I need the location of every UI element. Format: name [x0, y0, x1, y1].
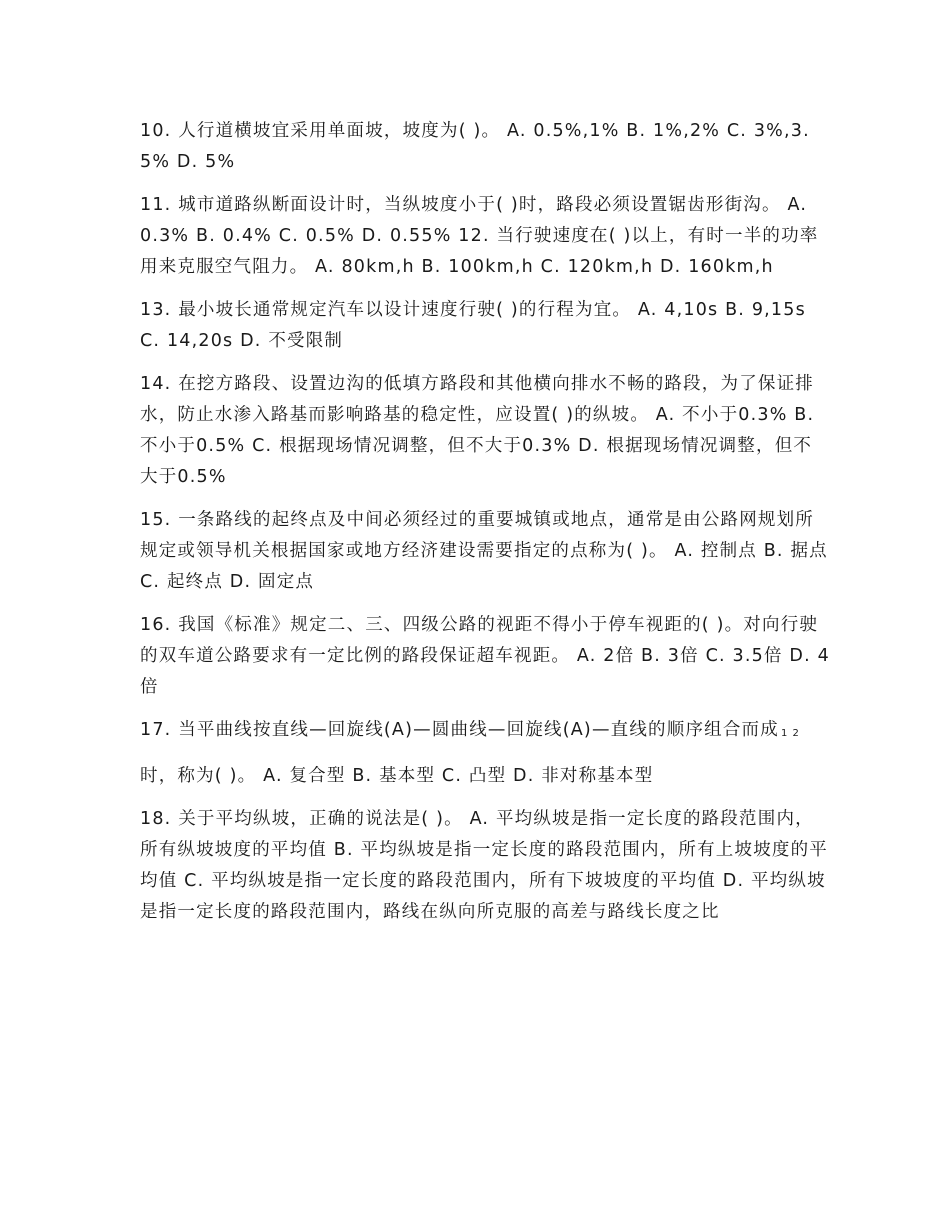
subscript-indices: 1 2: [780, 728, 800, 739]
document-body: [140, 116, 830, 940]
question-13: 13. 最小坡长通常规定汽车以设计速度行驶( )的行程为宜。 A. 4,10s B. 9,15s C. 14,20s D. 不受限制: [140, 300, 806, 351]
question-17-continued: 时，称为( )。 A. 复合型 B. 基本型 C. 凸型 D. 非对称基本型: [140, 766, 654, 786]
question-10: 10. 人行道横坡宜采用单面坡，坡度为( )。 A. 0.5%,1% B. 1%,2% C. 3%,3.5% D. 5%: [140, 121, 810, 172]
question-18: 18. 关于平均纵坡，正确的说法是( )。 A. 平均纵坡是指一定长度的路段范围内，所有纵坡坡度的平均值 B. 平均纵坡是指一定长度的路段范围内，所有上坡坡度的平均值 C. 平均纵坡是指一定长度的路段范围内，所有下坡坡度的平均值 D. 平均纵坡是指一定长度的路段范围内，路线在纵向所克服的高差与路线长度之比: [140, 809, 828, 922]
question-17-text: 17. 当平曲线按直线—回旋线(A)—圆曲线—回旋线(A)—直线的顺序组合而成: [140, 720, 779, 740]
question-11-12: 11. 城市道路纵断面设计时，当纵坡度小于( )时，路段必须设置锯齿形街沟。 A. 0.3% B. 0.4% C. 0.5% D. 0.55% 12. 当行驶速度在( )以上，有时一半的功率用来克服空气阻力。 A. 80km,h B. 100km,h C. 120km,h D. 160km,h: [140, 195, 819, 277]
question-17: [140, 715, 830, 749]
question-16: 16. 我国《标准》规定二、三、四级公路的视距不得小于停车视距的( )。对向行驶的双车道公路要求有一定比例的路段保证超车视距。 A. 2倍 B. 3倍 C. 3.5倍 D. 4倍: [140, 615, 830, 697]
question-14: 14. 在挖方路段、设置边沟的低填方路段和其他横向排水不畅的路段，为了保证排水，防止水渗入路基而影响路基的稳定性，应设置( )的纵坡。 A. 不小于0.3% B. 不小于0.5% C. 根据现场情况调整，但不大于0.3% D. 根据现场情况调整，但不大于0.5%: [140, 374, 815, 487]
question-15: 15. 一条路线的起终点及中间必须经过的重要城镇或地点，通常是由公路网规划所规定或领导机关根据国家或地方经济建设需要指定的点称为( )。 A. 控制点 B. 据点 C. 起终点 D. 固定点: [140, 510, 828, 592]
